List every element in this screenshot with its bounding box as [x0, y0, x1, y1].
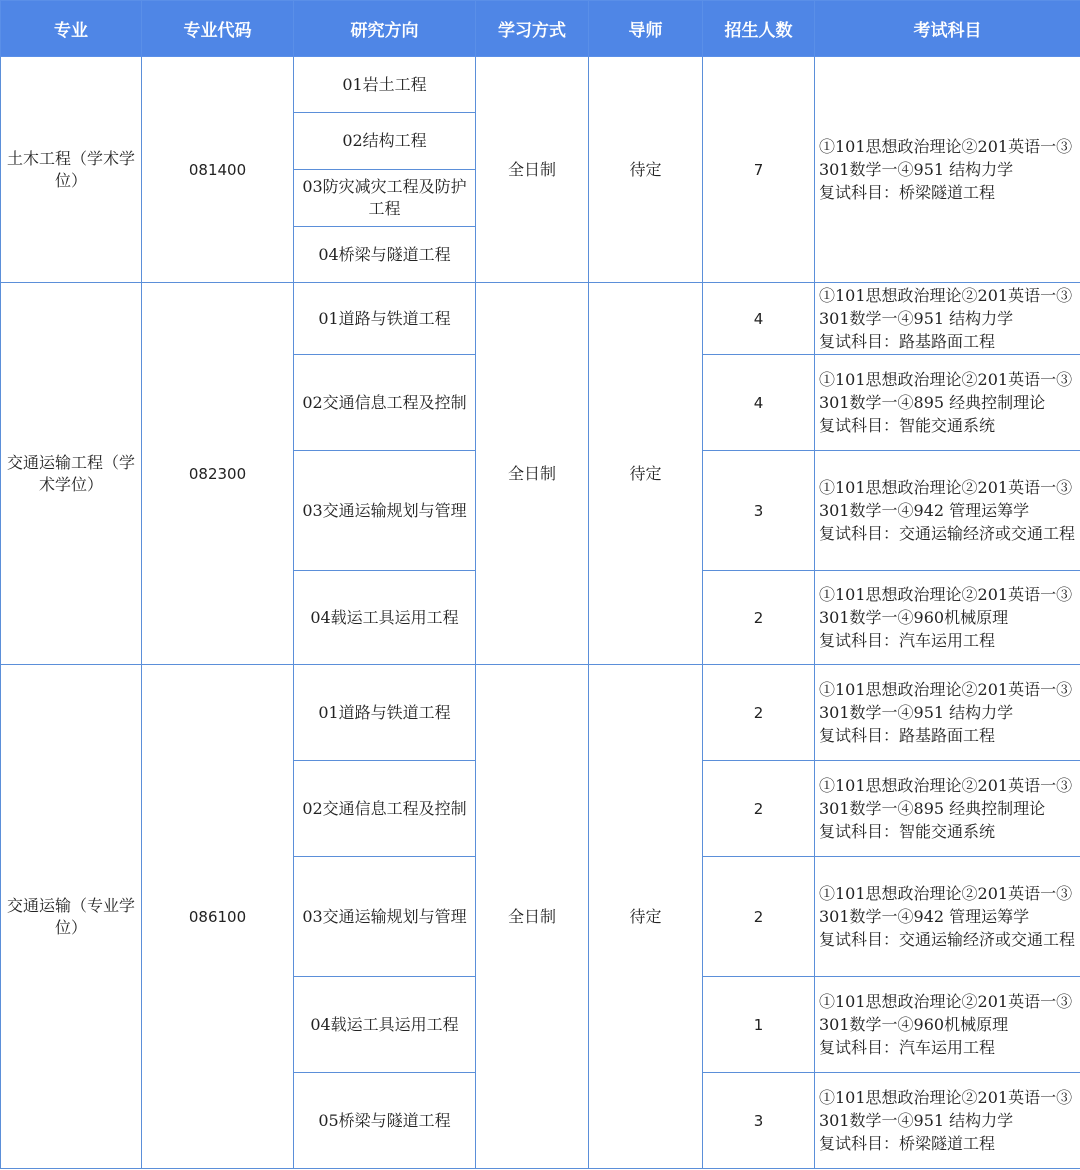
header-direction: 研究方向: [294, 1, 476, 57]
table-row: [1, 57, 1080, 113]
enrollment-count-cell: 2: [703, 665, 815, 761]
direction-cell: 02结构工程: [294, 113, 476, 170]
exam-subjects-cell: ①101思想政治理论②201英语一③301数学一④951 结构力学 复试科目：桥梁隧道工程: [815, 1073, 1080, 1169]
enrollment-count-cell: 3: [703, 1073, 815, 1169]
major-cell: 土木工程（学术学位）: [1, 57, 142, 283]
enrollment-count-cell: 7: [703, 57, 815, 283]
exam-subjects-cell: ①101思想政治理论②201英语一③301数学一④895 经典控制理论 复试科目：智能交通系统: [815, 761, 1080, 857]
major-code-cell: 082300: [142, 283, 294, 665]
enrollment-count-cell: 1: [703, 977, 815, 1073]
study-mode-cell: 全日制: [476, 57, 589, 283]
enrollment-count-cell: 4: [703, 355, 815, 451]
advisor-cell: 待定: [589, 665, 703, 1169]
header-major: 专业: [1, 1, 142, 57]
direction-cell: 04桥梁与隧道工程: [294, 227, 476, 283]
direction-cell: 03交通运输规划与管理: [294, 451, 476, 571]
study-mode-cell: 全日制: [476, 665, 589, 1169]
enrollment-count-cell: 3: [703, 451, 815, 571]
header-mode: 学习方式: [476, 1, 589, 57]
exam-subjects-cell: ①101思想政治理论②201英语一③301数学一④951 结构力学 复试科目：路基路面工程: [815, 283, 1080, 355]
header-advisor: 导师: [589, 1, 703, 57]
enrollment-count-cell: 2: [703, 857, 815, 977]
major-cell: 交通运输（专业学位）: [1, 665, 142, 1169]
exam-subjects-cell: ①101思想政治理论②201英语一③301数学一④951 结构力学 复试科目：路基路面工程: [815, 665, 1080, 761]
major-code-cell: 081400: [142, 57, 294, 283]
direction-cell: 04载运工具运用工程: [294, 571, 476, 665]
enrollment-count-cell: 4: [703, 283, 815, 355]
direction-cell: 05桥梁与隧道工程: [294, 1073, 476, 1169]
advisor-cell: 待定: [589, 283, 703, 665]
direction-cell: 01道路与铁道工程: [294, 665, 476, 761]
direction-cell: 04载运工具运用工程: [294, 977, 476, 1073]
major-code-cell: 086100: [142, 665, 294, 1169]
enrollment-count-cell: 2: [703, 571, 815, 665]
exam-subjects-cell: ①101思想政治理论②201英语一③301数学一④951 结构力学 复试科目：桥梁隧道工程: [815, 57, 1080, 283]
enrollment-count-cell: 2: [703, 761, 815, 857]
direction-cell: 03交通运输规划与管理: [294, 857, 476, 977]
exam-subjects-cell: ①101思想政治理论②201英语一③301数学一④960机械原理 复试科目：汽车运用工程: [815, 977, 1080, 1073]
exam-subjects-cell: ①101思想政治理论②201英语一③301数学一④942 管理运筹学 复试科目：交通运输经济或交通工程: [815, 857, 1080, 977]
table-row: [1, 665, 1080, 761]
direction-cell: 01道路与铁道工程: [294, 283, 476, 355]
header-subjects: 考试科目: [815, 1, 1080, 57]
study-mode-cell: 全日制: [476, 283, 589, 665]
table-row: [1, 283, 1080, 355]
direction-cell: 02交通信息工程及控制: [294, 761, 476, 857]
header-count: 招生人数: [703, 1, 815, 57]
major-cell: 交通运输工程（学术学位）: [1, 283, 142, 665]
header-code: 专业代码: [142, 1, 294, 57]
direction-cell: 01岩土工程: [294, 57, 476, 113]
exam-subjects-cell: ①101思想政治理论②201英语一③301数学一④942 管理运筹学 复试科目：交通运输经济或交通工程: [815, 451, 1080, 571]
exam-subjects-cell: ①101思想政治理论②201英语一③301数学一④960机械原理 复试科目：汽车运用工程: [815, 571, 1080, 665]
direction-cell: 02交通信息工程及控制: [294, 355, 476, 451]
direction-cell: 03防灾减灾工程及防护工程: [294, 170, 476, 227]
header-row: [1, 1, 1080, 57]
exam-subjects-cell: ①101思想政治理论②201英语一③301数学一④895 经典控制理论 复试科目：智能交通系统: [815, 355, 1080, 451]
advisor-cell: 待定: [589, 57, 703, 283]
